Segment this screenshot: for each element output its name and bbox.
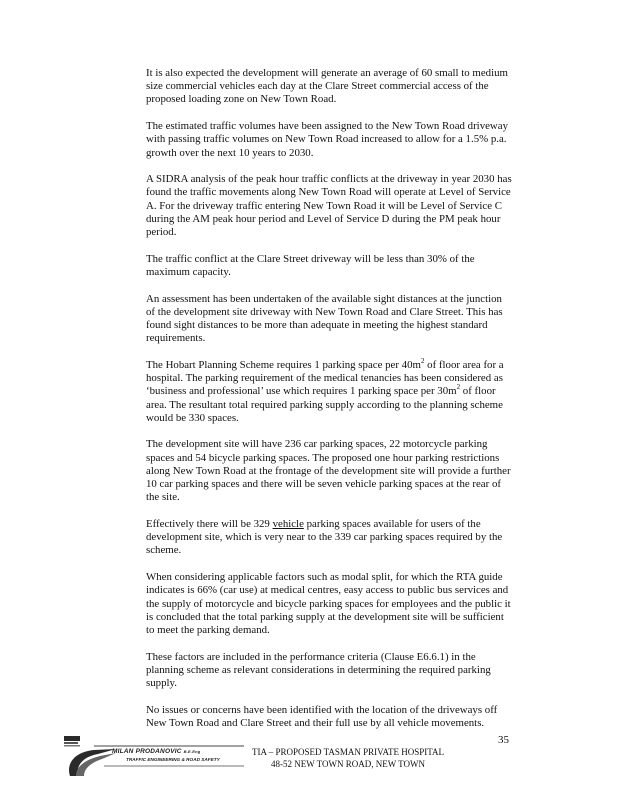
report-body <box>146 67 512 744</box>
effective-text-after: parking spaces available for users of the development site, which is very near to the 339 car parking spaces required by the scheme. <box>146 517 503 557</box>
planning-text-part1: The Hobart Planning Scheme requires 1 parking space per 40m <box>146 358 421 371</box>
paragraph-driveway-conclusion: No issues or concerns have been identified with the location of the driveways off New Town Road and Clare Street and their full use by all vehicle movements. <box>146 703 498 729</box>
planning-text-part3: of floor area. The resultant total required parking supply according to the planning scheme would be 330 spaces. <box>146 385 503 424</box>
company-logo-text <box>112 748 242 763</box>
footer-document-title <box>230 746 466 770</box>
superscript-squared: 2 <box>420 356 425 365</box>
logo-tagline: TRAFFIC ENGINEERING & ROAD SAFETY <box>126 757 220 762</box>
logo-company-name: MILAN PRODANOVIC B.E.Eng <box>112 748 201 755</box>
footer-line-project: TIA – PROPOSED TASMAN PRIVATE HOSPITAL <box>251 747 444 757</box>
paragraph-sight-distances: An assessment has been undertaken of the available sight distances at the junction of the development site driveway with New Town Road and Clare Street. This has found sight distances to be more than adequate in meeting the highest standard requirements. <box>146 292 503 345</box>
paragraph-sidra-analysis: A SIDRA analysis of the peak hour traffic conflicts at the driveway in year 2030 has found the traffic movements along New Town Road will operate at Level of Service A. For the driveway traffic entering New Town Road it will be Level of Service C during the AM peak hour period and Level of Service D during the PM peak hour period. <box>146 173 512 239</box>
planning-text-part2: of floor area for a hospital. The parking requirement of the medical tenancies has been considered as ‘business and professional’ use which requires 1 parking space per 30m <box>146 358 504 398</box>
paragraph-traffic-volumes: The estimated traffic volumes have been assigned to the New Town Road driveway with passing traffic volumes on New Town Road increased to allow for a 1.5% p.a. growth over the next 10 years to 2030. <box>146 120 508 159</box>
logo-qualification: B.E.Eng <box>183 749 201 754</box>
paragraph-clare-street-conflict: The traffic conflict at the Clare Street driveway will be less than 30% of the maximum capacity. <box>146 252 475 278</box>
underlined-word-vehicle: vehicle <box>272 517 304 530</box>
paragraph-site-parking: The development site will have 236 car parking spaces, 22 motorcycle parking spaces and 54 bicycle parking spaces. The proposed one hour parking restrictions along New Town Road at the frontage of the development site will provide a further 10 car parking spaces and there will be seven vehicle parking spaces at the rear of the site. <box>146 438 511 504</box>
paragraph-modal-split: When considering applicable factors such as modal split, for which the RTA guide indicates is 66% (car use) at medical centres, easy access to public bus services and the supply of motorcycle and bicycle parking spaces for employees and the public it is concluded that the total parking supply at the development site will be sufficient to meet the parking demand. <box>146 571 511 636</box>
paragraph-effective-parking <box>146 518 512 558</box>
superscript-squared: 2 <box>456 383 461 392</box>
footer-line-address: 48-52 NEW TOWN ROAD, NEW TOWN <box>271 759 425 769</box>
page-number: 35 <box>498 734 509 746</box>
effective-text-before: Effectively there will be 329 <box>146 517 273 530</box>
paragraph-planning-scheme <box>146 356 512 425</box>
paragraph-performance-criteria: These factors are included in the performance criteria (Clause E6.6.1) in the planning scheme as relevant considerations in determining the required parking supply. <box>146 650 491 690</box>
paragraph-commercial-vehicles: It is also expected the development will generate an average of 60 small to medium size commercial vehicles each day at the Clare Street commercial access of the proposed loading zone on New Town Road. <box>146 67 508 106</box>
